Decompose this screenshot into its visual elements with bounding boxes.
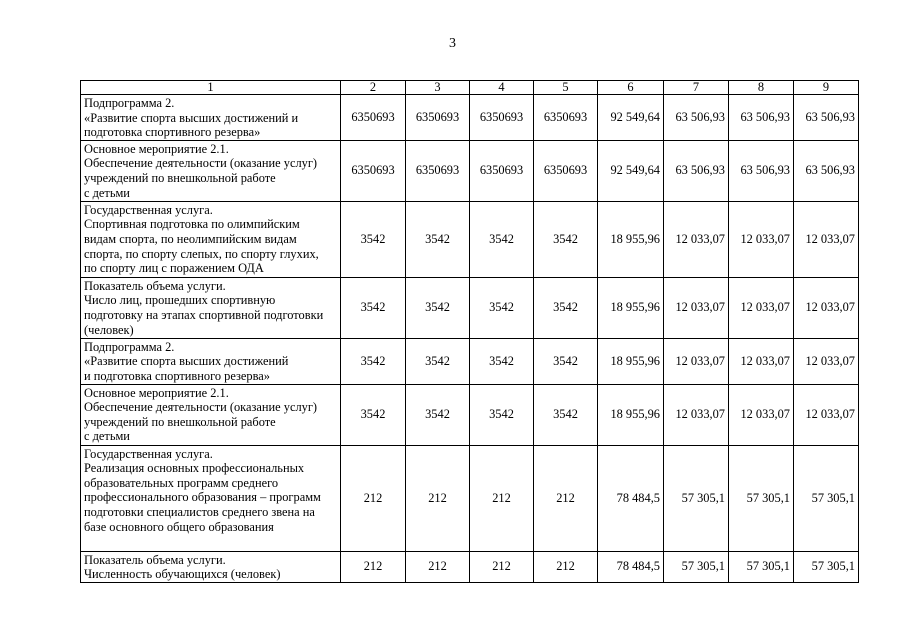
value-cell: 212 <box>470 445 534 551</box>
value-cell: 6350693 <box>470 140 534 201</box>
value-cell: 63 506,93 <box>664 140 729 201</box>
header-cell: 9 <box>794 81 859 95</box>
row-description: Государственная услуга. Спортивная подготовка по олимпийским видам спорта, по неолимпийским видам спорта, по спорту слепых, по спорту глухих, по спорту лиц с поражением ОДА <box>81 201 341 277</box>
table-row <box>81 384 859 445</box>
value-cell: 63 506,93 <box>664 95 729 141</box>
table-row <box>81 95 859 141</box>
value-cell: 3542 <box>534 384 598 445</box>
value-cell: 212 <box>534 445 598 551</box>
value-cell: 3542 <box>470 277 534 338</box>
row-description: Основное мероприятие 2.1. Обеспечение деятельности (оказание услуг) учреждений по внешкольной работе с детьми <box>81 140 341 201</box>
value-cell: 3542 <box>341 277 406 338</box>
value-cell: 3542 <box>406 384 470 445</box>
value-cell: 57 305,1 <box>729 551 794 582</box>
value-cell: 212 <box>406 551 470 582</box>
table-row <box>81 140 859 201</box>
value-cell: 6350693 <box>470 95 534 141</box>
row-description: Подпрограмма 2. «Развитие спорта высших достижений и подготовка спортивного резерва» <box>81 95 341 141</box>
value-cell: 12 033,07 <box>664 201 729 277</box>
value-cell: 78 484,5 <box>598 551 664 582</box>
value-cell: 6350693 <box>534 95 598 141</box>
value-cell: 3542 <box>406 338 470 384</box>
value-cell: 3542 <box>534 338 598 384</box>
value-cell: 12 033,07 <box>794 338 859 384</box>
value-cell: 12 033,07 <box>729 201 794 277</box>
value-cell: 18 955,96 <box>598 277 664 338</box>
value-cell: 12 033,07 <box>664 384 729 445</box>
value-cell: 6350693 <box>341 95 406 141</box>
value-cell: 92 549,64 <box>598 95 664 141</box>
value-cell: 18 955,96 <box>598 201 664 277</box>
value-cell: 3542 <box>406 201 470 277</box>
header-cell: 2 <box>341 81 406 95</box>
value-cell: 18 955,96 <box>598 384 664 445</box>
value-cell: 63 506,93 <box>729 140 794 201</box>
row-description: Подпрограмма 2. «Развитие спорта высших достижений и подготовка спортивного резерва» <box>81 338 341 384</box>
value-cell: 3542 <box>534 277 598 338</box>
value-cell: 12 033,07 <box>729 277 794 338</box>
table-row <box>81 201 859 277</box>
value-cell: 3542 <box>341 201 406 277</box>
value-cell: 6350693 <box>341 140 406 201</box>
value-cell: 92 549,64 <box>598 140 664 201</box>
header-cell: 7 <box>664 81 729 95</box>
value-cell: 12 033,07 <box>794 384 859 445</box>
value-cell: 63 506,93 <box>729 95 794 141</box>
table-row <box>81 338 859 384</box>
value-cell: 12 033,07 <box>729 384 794 445</box>
row-description: Показатель объема услуги. Число лиц, прошедших спортивную подготовку на этапах спортивной подготовки (человек) <box>81 277 341 338</box>
value-cell: 12 033,07 <box>664 277 729 338</box>
value-cell: 57 305,1 <box>729 445 794 551</box>
value-cell: 212 <box>470 551 534 582</box>
row-description: Основное мероприятие 2.1. Обеспечение деятельности (оказание услуг) учреждений по внешкольной работе с детьми <box>81 384 341 445</box>
value-cell: 78 484,5 <box>598 445 664 551</box>
header-cell: 8 <box>729 81 794 95</box>
value-cell: 3542 <box>470 201 534 277</box>
value-cell: 3542 <box>470 338 534 384</box>
header-cell: 1 <box>81 81 341 95</box>
value-cell: 63 506,93 <box>794 95 859 141</box>
header-cell: 5 <box>534 81 598 95</box>
table-row <box>81 277 859 338</box>
value-cell: 57 305,1 <box>794 445 859 551</box>
value-cell: 6350693 <box>406 140 470 201</box>
value-cell: 6350693 <box>406 95 470 141</box>
value-cell: 12 033,07 <box>729 338 794 384</box>
header-row <box>81 81 859 95</box>
value-cell: 6350693 <box>534 140 598 201</box>
value-cell: 12 033,07 <box>794 277 859 338</box>
value-cell: 3542 <box>470 384 534 445</box>
value-cell: 18 955,96 <box>598 338 664 384</box>
value-cell: 212 <box>406 445 470 551</box>
row-description: Государственная услуга. Реализация основных профессиональных образовательных программ среднего профессионального образования – программ подготовки специалистов среднего звена на базе основного общего образования <box>81 445 341 551</box>
table-row <box>81 445 859 551</box>
page-number: 3 <box>449 36 456 51</box>
value-cell: 3542 <box>341 384 406 445</box>
value-cell: 3542 <box>406 277 470 338</box>
value-cell: 57 305,1 <box>664 445 729 551</box>
header-cell: 6 <box>598 81 664 95</box>
value-cell: 63 506,93 <box>794 140 859 201</box>
value-cell: 212 <box>534 551 598 582</box>
value-cell: 3542 <box>341 338 406 384</box>
table-row <box>81 551 859 582</box>
value-cell: 57 305,1 <box>664 551 729 582</box>
value-cell: 3542 <box>534 201 598 277</box>
header-cell: 4 <box>470 81 534 95</box>
value-cell: 212 <box>341 551 406 582</box>
header-cell: 3 <box>406 81 470 95</box>
value-cell: 212 <box>341 445 406 551</box>
row-description: Показатель объема услуги. Численность обучающихся (человек) <box>81 551 341 582</box>
value-cell: 12 033,07 <box>664 338 729 384</box>
value-cell: 12 033,07 <box>794 201 859 277</box>
budget-table <box>80 80 859 583</box>
value-cell: 57 305,1 <box>794 551 859 582</box>
